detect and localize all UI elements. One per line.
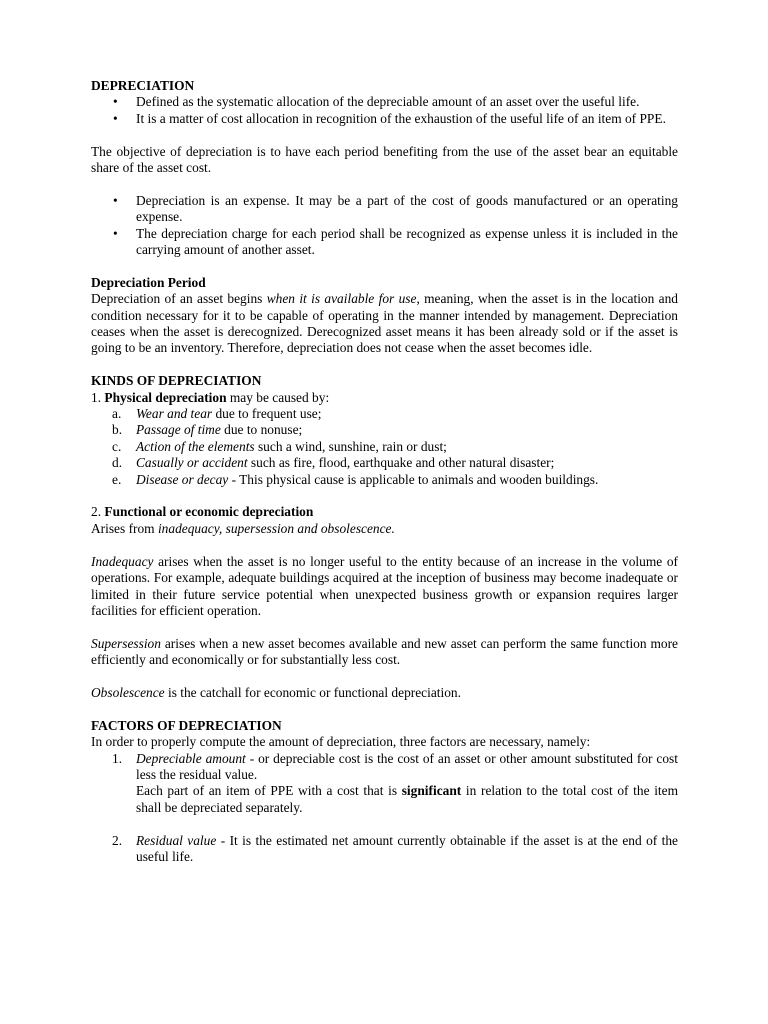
bullet-icon: • (113, 110, 118, 126)
expense-bullet-list (91, 193, 678, 259)
depreciation-period-heading: Depreciation Period (91, 274, 206, 290)
kinds-heading: KINDS OF DEPRECIATION (91, 373, 262, 389)
functional-arises-line: Arises from inadequacy, supersession and obsolescence. (91, 520, 395, 536)
list-item: e. Disease or decay - This physical cause is applicable to animals and wooden buildings. (112, 471, 599, 487)
definition-bullet-list (91, 94, 678, 127)
factors-list (91, 751, 678, 866)
objective-paragraph: The objective of depreciation is to have each period benefiting from the use of the asset bear an equitable share of the asset cost. (91, 143, 678, 176)
list-item: 2. Residual value - It is the estimated net amount currently obtainable if the asset is at the end of the useful life. (112, 832, 678, 864)
list-item: • The depreciation charge for each period shall be recognized as expense unless it is included in the carrying amount of another asset. (113, 225, 678, 258)
depreciation-heading: DEPRECIATION (91, 78, 195, 93)
bullet-icon: • (113, 94, 118, 110)
list-item: d. Casually or accident such as fire, flood, earthquake and other natural disaster; (112, 455, 555, 471)
factors-intro: In order to properly compute the amount of depreciation, three factors are necessary, namely: (91, 734, 591, 750)
supersession-paragraph: Supersession arises when a new asset becomes available and new asset can perform the same function more efficiently and economically or for substantially less cost. (91, 635, 678, 668)
list-item: • Defined as the systematic allocation of the depreciable amount of an asset over the useful life. (113, 94, 640, 110)
bullet-icon: • (113, 225, 118, 241)
inadequacy-paragraph: Inadequacy arises when the asset is no longer useful to the entity because of an increase in the volume of operations. For example, adequate buildings acquired at the inception of business may become inadequate or limited in their future service potential when unexpected business growth or expansion requires larger facilities for efficient operation. (91, 553, 678, 618)
obsolescence-paragraph: Obsolescence is the catchall for economic or functional depreciation. (91, 684, 461, 700)
physical-causes-list (91, 406, 678, 488)
physical-depreciation-line: 1. Physical depreciation may be caused by: (91, 389, 330, 405)
depreciation-period-paragraph: Depreciation of an asset begins when it is available for use, meaning, when the asset is in the location and condition necessary for it to be capable of operating in the manner intended by management. Depreciation ceases when the asset is derecognized. Derecognized asset means it has been already sold or if the asset is going to be an inventory. Therefore, depreciation does not cease when the asset becomes idle. (91, 291, 679, 356)
list-item: • It is a matter of cost allocation in recognition of the exhaustion of the useful life of an item of PPE. (113, 110, 666, 126)
list-item: b. Passage of time due to nonuse; (112, 422, 303, 438)
factors-heading: FACTORS OF DEPRECIATION (91, 717, 282, 733)
list-item: • Depreciation is an expense. It may be a part of the cost of goods manufactured or an operating expense. (113, 192, 678, 225)
list-item: a. Wear and tear due to frequent use; (112, 406, 322, 422)
list-item: 1. Depreciable amount - or depreciable cost is the cost of an asset or other amount substituted for cost less the residual value. Each part of an item of PPE with a cost that is significant in relation to the total cost of the item shall be depreciated separately. (112, 750, 679, 815)
bullet-icon: • (113, 192, 118, 208)
document-page (91, 78, 678, 865)
functional-depreciation-line: 2. Functional or economic depreciation (91, 504, 314, 520)
list-item: c. Action of the elements such a wind, sunshine, rain or dust; (112, 438, 447, 454)
